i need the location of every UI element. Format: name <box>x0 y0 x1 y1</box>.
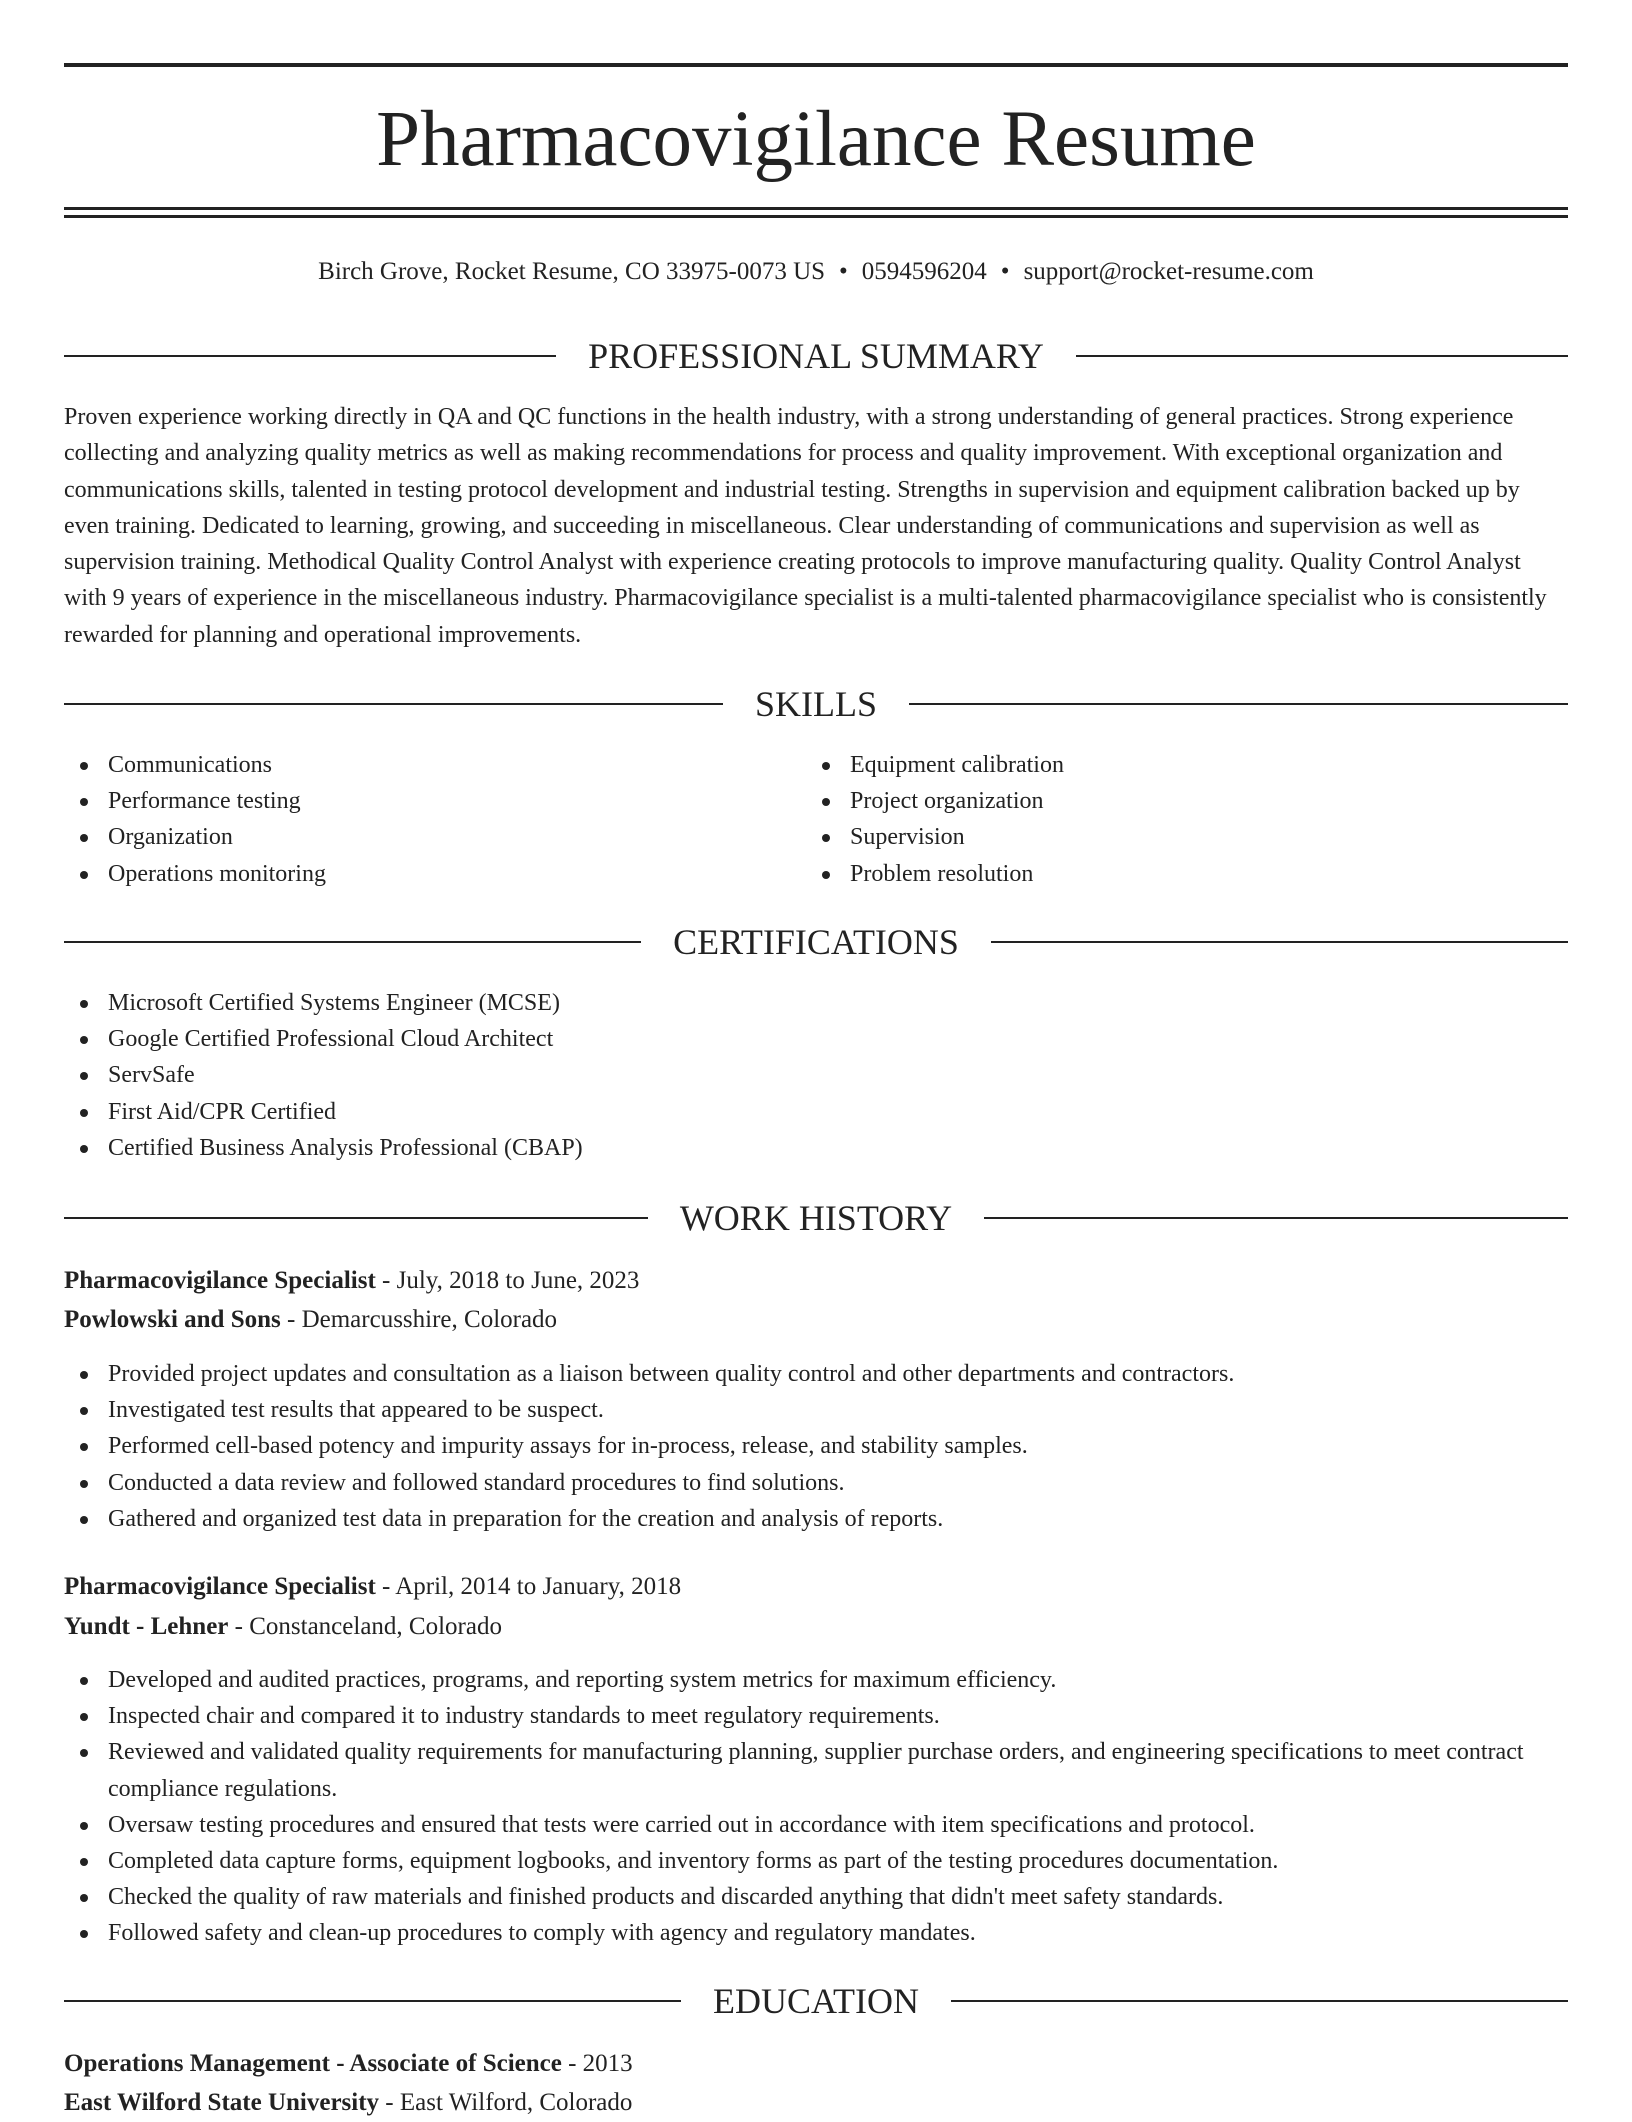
list-item: Certified Business Analysis Professional (CBAP) <box>64 1130 1568 1166</box>
list-item: Supervision <box>806 819 1566 855</box>
professional-summary: Proven experience working directly in QA and QC functions in the health industry, with a strong understanding of general practices. Strong experience collecting and analyzing quality metrics as well as making recommendations for process and quality improvement. With exceptional organization and communications skills, talented in testing protocol development and industrial testing. Strengths in supervision and equipment calibration backed up by even training. Dedicated to learning, growing, and succeeding in miscellaneous. Clear understanding of communications and supervision as well as supervision training. Methodical Quality Control Analyst with experience creating protocols to improve manufacturing quality. Quality Control Analyst with 9 years of experience in the miscellaneous industry. Pharmacovigilance specialist is a multi-talented pharmacovigilance specialist who is consistently rewarded for planning and operational improvements. <box>64 404 1547 648</box>
job-company: Yundt - Lehner <box>64 1613 229 1640</box>
job-title: Pharmacovigilance Specialist <box>64 1267 376 1294</box>
job-dates: - July, 2018 to June, 2023 <box>375 1267 640 1294</box>
section-heading-education <box>64 1979 1568 2023</box>
job-company-line <box>64 1301 1568 1339</box>
section-heading-summary <box>64 334 1568 378</box>
list-item: Communications <box>64 747 804 783</box>
list-item: Gathered and organized test data in preparation for the creation and analysis of reports. <box>64 1501 1568 1537</box>
list-item: Followed safety and clean-up procedures to comply with agency and regulatory mandates. <box>64 1915 1568 1951</box>
job-dates: - April, 2014 to January, 2018 <box>375 1573 682 1600</box>
job-location: - Demarcusshire, Colorado <box>280 1306 558 1333</box>
list-item: Google Certified Professional Cloud Architect <box>64 1021 1568 1057</box>
list-item: Performance testing <box>64 783 804 819</box>
list-item: First Aid/CPR Certified <box>64 1094 1568 1130</box>
education-year: - 2013 <box>561 2050 633 2077</box>
list-item: Developed and audited practices, programs, and reporting system metrics for maximum efficiency. <box>64 1662 1568 1698</box>
section-heading-label: SKILLS <box>755 684 878 724</box>
list-item: Completed data capture forms, equipment logbooks, and inventory forms as part of the testing procedures documentation. <box>64 1843 1568 1879</box>
list-item: Problem resolution <box>806 856 1566 892</box>
education-school-line <box>64 2084 1568 2122</box>
section-heading-label: PROFESSIONAL SUMMARY <box>588 336 1044 376</box>
list-item: Microsoft Certified Systems Engineer (MCSE) <box>64 985 1568 1021</box>
education-degree: Operations Management - Associate of Science <box>64 2050 562 2077</box>
list-item: Checked the quality of raw materials and finished products and discarded anything that didn't meet safety standards. <box>64 1879 1568 1915</box>
list-item: Operations monitoring <box>64 856 804 892</box>
job-location: - Constanceland, Colorado <box>228 1613 502 1640</box>
job-title-line <box>64 1262 1568 1300</box>
section-heading-skills <box>64 682 1568 726</box>
resume-title: Pharmacovigilance Resume <box>376 96 1256 183</box>
list-item: Inspected chair and compared it to industry standards to meet regulatory requirements. <box>64 1698 1568 1734</box>
contact-phone: 0594596204 <box>861 258 987 285</box>
job-bullets <box>64 1662 1568 1952</box>
job-bullets <box>64 1356 1568 1537</box>
list-item: Organization <box>64 819 804 855</box>
contact-address: Birch Grove, Rocket Resume, CO 33975-0073 US <box>318 258 826 285</box>
job-company-line <box>64 1608 1568 1646</box>
list-item: Reviewed and validated quality requirements for manufacturing planning, supplier purchase orders, and engineering specifications to meet contract compliance regulations. <box>64 1734 1568 1806</box>
section-heading-label: EDUCATION <box>713 1981 919 2021</box>
list-item: Performed cell-based potency and impurity assays for in-process, release, and stability samples. <box>64 1428 1568 1464</box>
contact-line <box>64 254 1568 290</box>
title-double-rule <box>64 207 1568 218</box>
list-item: ServSafe <box>64 1057 1568 1093</box>
contact-separator: • <box>839 258 848 285</box>
section-heading-label: WORK HISTORY <box>679 1198 953 1238</box>
top-rule <box>64 63 1568 67</box>
section-heading-label: CERTIFICATIONS <box>673 922 959 962</box>
certifications-list <box>64 985 1568 1166</box>
skills-list-right <box>806 747 1566 892</box>
section-heading-work <box>64 1196 1568 1240</box>
job-title-line <box>64 1568 1568 1606</box>
list-item: Equipment calibration <box>806 747 1566 783</box>
skills-list-left <box>64 747 804 892</box>
section-heading-certifications <box>64 920 1568 964</box>
list-item: Conducted a data review and followed standard procedures to find solutions. <box>64 1465 1568 1501</box>
list-item: Project organization <box>806 783 1566 819</box>
list-item: Oversaw testing procedures and ensured that tests were carried out in accordance with item specifications and protocol. <box>64 1807 1568 1843</box>
list-item: Investigated test results that appeared to be suspect. <box>64 1392 1568 1428</box>
education-location: - East Wilford, Colorado <box>379 2089 633 2116</box>
education-school: East Wilford State University <box>64 2089 380 2116</box>
job-title: Pharmacovigilance Specialist <box>64 1573 376 1600</box>
contact-email: support@rocket-resume.com <box>1023 258 1314 285</box>
education-degree-line <box>64 2045 1568 2083</box>
job-company: Powlowski and Sons <box>64 1306 281 1333</box>
list-item: Provided project updates and consultation as a liaison between quality control and other departments and contractors. <box>64 1356 1568 1392</box>
contact-separator: • <box>1000 258 1010 285</box>
